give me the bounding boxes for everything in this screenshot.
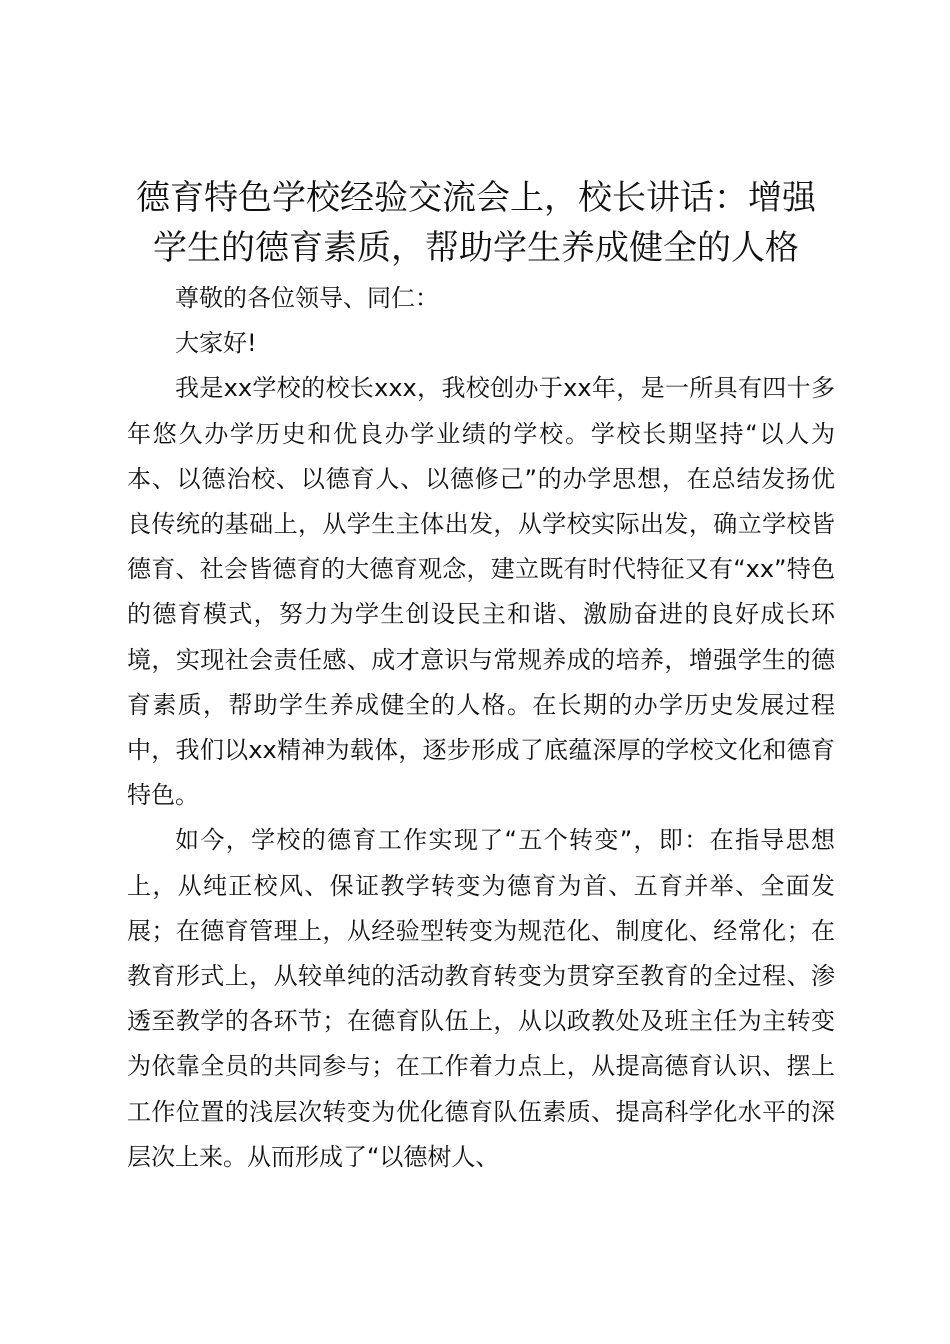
paragraph-2: 如今，学校的德育工作实现了“五个转变”，即：在指导思想上，从纯正校风、保证教学转变为德育为首、五育并举、全面发展；在德育管理上，从经验型转变为规范化、制度化、经常化；在教育形式上，从较单纯的活动教育转变为贯穿至教育的全过程、渗透至教学的各环节；在德育队伍上，从以政教处及班主任为主转变为依靠全员的共同参与；在工作着力点上，从提高德育认识、摆上工作位置的浅层次转变为优化德育队伍素质、提高科学化水平的深层次上来。从而形成了“以德树人、 <box>127 826 835 1171</box>
greeting: 大家好! <box>175 329 257 358</box>
paragraph-1: 我是xx学校的校长xxx，我校创办于xx年，是一所具有四十多年悠久办学历史和优良办学业绩的学校。学校长期坚持“以人为本、以德治校、以德育人、以德修己”的办学思想，在总结发扬优良传统的基础上，从学生主体出发，从学校实际出发，确立学校皆德育、社会皆德育的大德育观念，建立既有时代特征又有“xx”特色的德育模式，努力为学生创设民主和谐、激励奋进的良好成长环境，实现社会责任感、成才意识与常规养成的培养，增强学生的德育素质，帮助学生养成健全的人格。在长期的办学历史发展过程中，我们以xx精神为载体，逐步形成了底蕴深厚的学校文化和德育特色。 <box>127 374 835 810</box>
salutation: 尊敬的各位领导、同仁： <box>175 284 439 312</box>
document-title: 德育特色学校经验交流会上，校长讲话：增强学生的德育素质，帮助学生养成健全的人格 <box>136 178 816 268</box>
document-body <box>127 276 835 1180</box>
